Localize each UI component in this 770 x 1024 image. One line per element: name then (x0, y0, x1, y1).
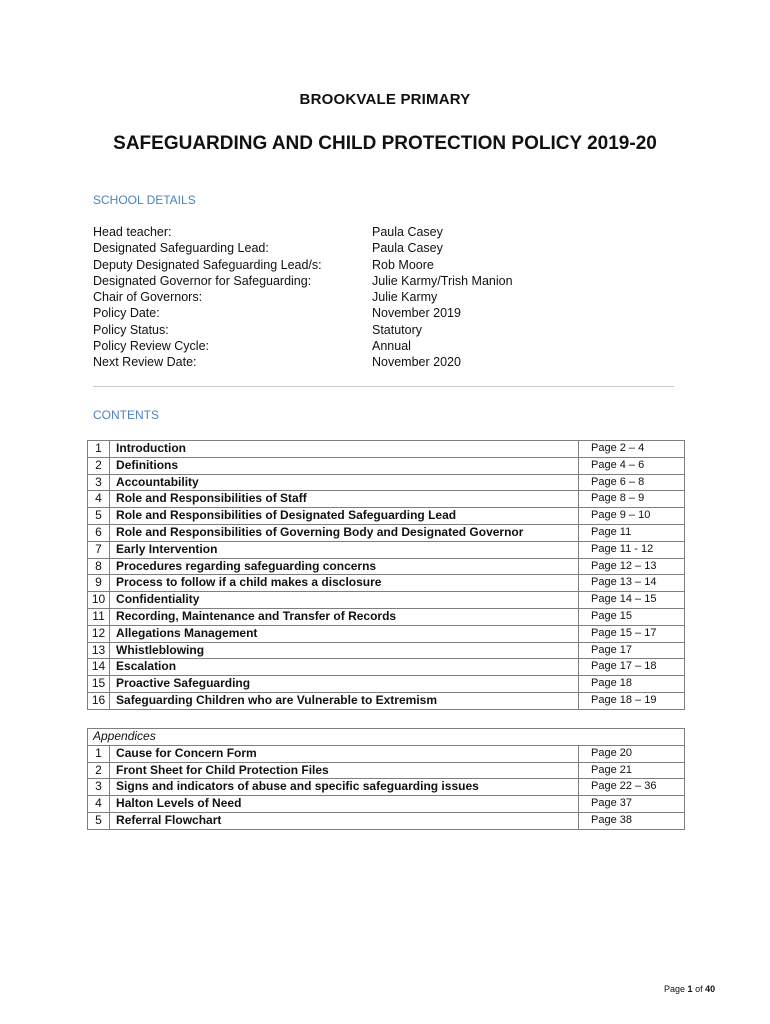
appendix-pages: Page 20 (579, 745, 685, 762)
details-label: Policy Status: (93, 322, 169, 337)
details-value: Statutory (372, 322, 423, 337)
table-row (88, 474, 685, 491)
details-value: November 2020 (372, 355, 461, 370)
item-title: Definitions (110, 457, 579, 474)
item-pages: Page 12 – 13 (579, 558, 685, 575)
appendix-title: Cause for Concern Form (110, 745, 579, 762)
details-label: Chair of Governors: (93, 290, 203, 305)
item-number: 3 (88, 474, 110, 491)
details-row (93, 305, 593, 321)
policy-title: SAFEGUARDING AND CHILD PROTECTION POLICY 2019-20 (113, 133, 657, 154)
contents-table (87, 440, 685, 710)
appendices-header-row (88, 729, 685, 746)
item-pages: Page 17 (579, 642, 685, 659)
table-row (88, 796, 685, 813)
table-row (88, 625, 685, 642)
item-pages: Page 17 – 18 (579, 659, 685, 676)
item-number: 9 (88, 575, 110, 592)
table-row (88, 779, 685, 796)
item-title: Confidentiality (110, 592, 579, 609)
table-row (88, 575, 685, 592)
appendix-number: 2 (88, 762, 110, 779)
table-row (88, 608, 685, 625)
item-number: 12 (88, 625, 110, 642)
details-value: Julie Karmy (372, 290, 438, 305)
table-row (88, 659, 685, 676)
appendix-title: Front Sheet for Child Protection Files (110, 762, 579, 779)
item-pages: Page 15 (579, 608, 685, 625)
item-number: 4 (88, 491, 110, 508)
details-label: Designated Governor for Safeguarding: (93, 273, 312, 288)
details-row (93, 354, 593, 370)
details-label: Policy Review Cycle: (93, 339, 210, 354)
table-row (88, 745, 685, 762)
table-row (88, 812, 685, 829)
details-row (93, 224, 593, 240)
appendix-pages: Page 21 (579, 762, 685, 779)
item-pages: Page 18 – 19 (579, 692, 685, 709)
item-number: 2 (88, 457, 110, 474)
details-value: Paula Casey (372, 241, 443, 256)
item-title: Whistleblowing (110, 642, 579, 659)
page-word: Page (664, 984, 686, 994)
details-value: Annual (372, 339, 411, 354)
page-number (664, 984, 715, 994)
school-details-list (93, 224, 593, 371)
appendix-title: Signs and indicators of abuse and specific safeguarding issues (110, 779, 579, 796)
details-row (93, 240, 593, 256)
appendix-number: 3 (88, 779, 110, 796)
details-row (93, 289, 593, 305)
table-row (88, 457, 685, 474)
item-title: Procedures regarding safeguarding concerns (110, 558, 579, 575)
item-pages: Page 4 – 6 (579, 457, 685, 474)
item-pages: Page 9 – 10 (579, 508, 685, 525)
appendix-number: 5 (88, 812, 110, 829)
item-pages: Page 15 – 17 (579, 625, 685, 642)
item-title: Escalation (110, 659, 579, 676)
appendix-number: 4 (88, 796, 110, 813)
details-label: Head teacher: (93, 225, 172, 239)
item-title: Process to follow if a child makes a disclosure (110, 575, 579, 592)
details-label: Deputy Designated Safeguarding Lead/s: (93, 257, 322, 272)
details-label: Designated Safeguarding Lead: (93, 241, 269, 256)
item-pages: Page 11 - 12 (579, 541, 685, 558)
item-number: 10 (88, 592, 110, 609)
details-row (93, 322, 593, 338)
details-row (93, 257, 593, 273)
item-number: 1 (88, 441, 110, 458)
table-row (88, 491, 685, 508)
table-row (88, 508, 685, 525)
details-value: November 2019 (372, 306, 461, 321)
item-title: Role and Responsibilities of Staff (110, 491, 579, 508)
item-number: 5 (88, 508, 110, 525)
details-label: Policy Date: (93, 306, 160, 321)
appendices-table (87, 728, 685, 830)
item-title: Role and Responsibilities of Designated Safeguarding Lead (110, 508, 579, 525)
item-number: 6 (88, 524, 110, 541)
item-number: 15 (88, 676, 110, 693)
appendix-title: Referral Flowchart (110, 812, 579, 829)
appendices-heading: Appendices (88, 729, 685, 746)
item-pages: Page 8 – 9 (579, 491, 685, 508)
appendix-pages: Page 22 – 36 (579, 779, 685, 796)
total-pages: 40 (705, 984, 716, 994)
item-pages: Page 6 – 8 (579, 474, 685, 491)
appendix-title: Halton Levels of Need (110, 796, 579, 813)
details-value: Paula Casey (372, 225, 443, 239)
table-row (88, 642, 685, 659)
details-value: Julie Karmy/Trish Manion (372, 273, 513, 288)
item-pages: Page 2 – 4 (579, 441, 685, 458)
table-row (88, 441, 685, 458)
item-title: Accountability (110, 474, 579, 491)
item-number: 13 (88, 642, 110, 659)
current-page: 1 (687, 984, 693, 994)
item-pages: Page 18 (579, 676, 685, 693)
item-number: 8 (88, 558, 110, 575)
item-number: 14 (88, 659, 110, 676)
details-row (93, 273, 593, 289)
table-row (88, 558, 685, 575)
appendix-pages: Page 37 (579, 796, 685, 813)
item-title: Introduction (110, 441, 579, 458)
details-label: Next Review Date: (93, 355, 197, 370)
appendix-number: 1 (88, 745, 110, 762)
item-number: 7 (88, 541, 110, 558)
table-row (88, 762, 685, 779)
section-divider (93, 386, 674, 387)
table-row (88, 592, 685, 609)
item-pages: Page 13 – 14 (579, 575, 685, 592)
of-word: of (695, 984, 703, 994)
details-row (93, 338, 593, 354)
item-title: Safeguarding Children who are Vulnerable to Extremism (110, 692, 579, 709)
details-value: Rob Moore (372, 257, 434, 272)
item-title: Role and Responsibilities of Governing Body and Designated Governor (110, 524, 579, 541)
item-number: 11 (88, 608, 110, 625)
item-title: Allegations Management (110, 625, 579, 642)
item-title: Proactive Safeguarding (110, 676, 579, 693)
table-row (88, 676, 685, 693)
school-name: BROOKVALE PRIMARY (299, 91, 471, 108)
appendix-pages: Page 38 (579, 812, 685, 829)
table-row (88, 692, 685, 709)
item-title: Recording, Maintenance and Transfer of Records (110, 608, 579, 625)
table-row (88, 541, 685, 558)
item-pages: Page 11 (579, 524, 685, 541)
item-number: 16 (88, 692, 110, 709)
table-row (88, 524, 685, 541)
school-details-heading: SCHOOL DETAILS (93, 193, 196, 207)
item-title: Early Intervention (110, 541, 579, 558)
item-pages: Page 14 – 15 (579, 592, 685, 609)
contents-heading: CONTENTS (93, 408, 159, 422)
